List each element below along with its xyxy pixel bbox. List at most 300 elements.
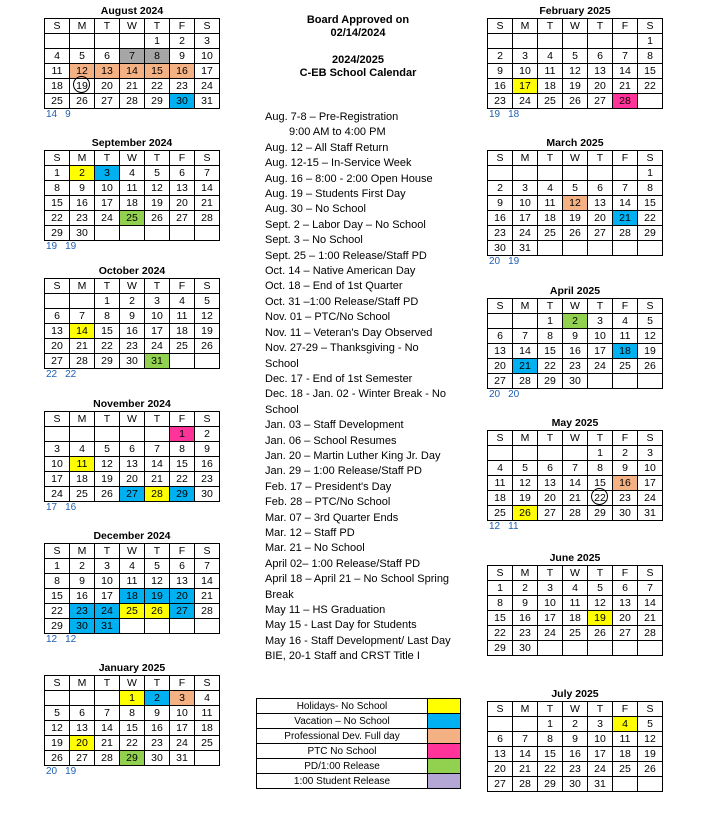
calendar-title: C-EB School Calendar — [299, 67, 417, 79]
day-number: 1 — [547, 717, 553, 730]
day-cell — [45, 442, 70, 457]
day-cell — [170, 604, 195, 619]
events-list — [265, 110, 455, 665]
day-cell — [145, 574, 170, 589]
event-item: Aug. 19 – Students First Day — [265, 188, 406, 201]
month-sep — [44, 136, 220, 253]
month-grid — [44, 150, 220, 241]
weekday-header: F — [613, 431, 638, 446]
month-grid — [487, 150, 663, 256]
day-number: 7 — [154, 442, 160, 455]
day-cell — [613, 166, 638, 181]
day-number: 9 — [129, 309, 135, 322]
day-number: 20 — [101, 79, 113, 92]
day-cell — [563, 314, 588, 329]
day-number: 2 — [79, 559, 85, 572]
day-number: 26 — [151, 604, 163, 617]
day-number: 13 — [594, 196, 606, 209]
day-number: 8 — [54, 181, 60, 194]
day-cell — [95, 324, 120, 339]
day-cell — [145, 721, 170, 736]
day-count: 19 — [65, 766, 77, 777]
day-cell — [613, 344, 638, 359]
day-cell — [170, 619, 195, 634]
day-number: 17 — [644, 476, 656, 489]
day-cell — [613, 762, 638, 777]
day-cell — [538, 196, 563, 211]
day-cell — [638, 226, 663, 241]
day-cell — [563, 446, 588, 461]
day-cell — [95, 619, 120, 634]
day-cell — [95, 706, 120, 721]
day-number: 29 — [126, 751, 138, 764]
day-cell — [513, 166, 538, 181]
legend-label: 1:00 Student Release — [257, 774, 428, 789]
day-cell — [45, 354, 70, 369]
day-number: 22 — [644, 79, 656, 92]
day-cell — [195, 309, 220, 324]
day-number: 24 — [519, 94, 531, 107]
day-number: 13 — [544, 476, 556, 489]
day-number: 17 — [176, 721, 188, 734]
day-number: 14 — [201, 574, 213, 587]
day-number: 13 — [101, 64, 113, 77]
day-number: 16 — [126, 324, 138, 337]
day-number: 17 — [544, 611, 556, 624]
day-cell — [563, 329, 588, 344]
day-number: 2 — [572, 314, 578, 327]
day-cell — [513, 506, 538, 521]
weekday-header: S — [45, 676, 70, 691]
day-number: 31 — [519, 241, 531, 254]
day-cell — [563, 94, 588, 109]
weekday-header: M — [70, 412, 95, 427]
legend-label: PTC No School — [257, 744, 428, 759]
day-cell — [120, 736, 145, 751]
day-cell — [613, 747, 638, 762]
day-number: 6 — [104, 49, 110, 62]
day-number: 27 — [51, 354, 63, 367]
day-cell — [70, 79, 95, 94]
day-number: 1 — [154, 34, 160, 47]
day-counts — [44, 634, 220, 646]
weekday-header: S — [488, 299, 513, 314]
day-number: 4 — [79, 442, 85, 455]
day-cell — [70, 181, 95, 196]
day-number: 13 — [594, 64, 606, 77]
day-cell — [95, 604, 120, 619]
day-cell — [488, 181, 513, 196]
month-grid — [44, 278, 220, 369]
day-cell — [145, 589, 170, 604]
day-number: 11 — [126, 574, 138, 587]
day-number: 13 — [494, 344, 506, 357]
month-grid — [44, 543, 220, 634]
day-cell — [195, 442, 220, 457]
day-cell — [638, 241, 663, 256]
weekday-header: T — [145, 279, 170, 294]
day-cell — [120, 604, 145, 619]
day-number: 31 — [594, 777, 606, 790]
day-number: 7 — [204, 166, 210, 179]
day-number: 20 — [176, 589, 188, 602]
day-cell — [613, 241, 638, 256]
day-number: 31 — [176, 751, 188, 764]
day-cell — [513, 747, 538, 762]
day-cell — [95, 309, 120, 324]
day-number: 28 — [519, 374, 531, 387]
day-cell — [488, 506, 513, 521]
event-item: Dec. 17 - End of 1st Semester — [265, 372, 413, 385]
day-number: 29 — [101, 354, 113, 367]
day-count: 12 — [46, 634, 58, 645]
day-cell — [563, 641, 588, 656]
day-number: 3 — [547, 581, 553, 594]
circled-day-marker — [591, 488, 608, 505]
weekday-header: S — [488, 431, 513, 446]
day-cell — [513, 94, 538, 109]
day-number: 16 — [569, 747, 581, 760]
day-number: 27 — [494, 374, 506, 387]
day-cell — [170, 34, 195, 49]
day-number: 6 — [179, 166, 185, 179]
day-number: 8 — [647, 49, 653, 62]
event-item: Jan. 03 – Staff Development — [265, 419, 404, 432]
day-number: 27 — [494, 777, 506, 790]
day-cell — [195, 49, 220, 64]
day-cell — [638, 596, 663, 611]
day-cell — [170, 589, 195, 604]
day-cell — [513, 762, 538, 777]
event-item: Jan. 20 – Martin Luther King Jr. Day — [265, 449, 441, 462]
day-cell — [95, 751, 120, 766]
day-number: 23 — [494, 94, 506, 107]
day-number: 19 — [644, 747, 656, 760]
day-number: 18 — [619, 747, 631, 760]
day-cell — [170, 427, 195, 442]
day-cell — [120, 559, 145, 574]
day-cell — [538, 49, 563, 64]
month-title: January 2025 — [98, 662, 166, 674]
weekday-header: F — [170, 544, 195, 559]
day-cell — [170, 211, 195, 226]
day-number: 15 — [644, 64, 656, 77]
event-item: Mar. 12 – Staff PD — [265, 526, 355, 539]
day-cell — [538, 611, 563, 626]
day-number: 11 — [544, 64, 556, 77]
day-number: 25 — [544, 226, 556, 239]
day-number: 22 — [594, 491, 606, 504]
day-cell — [120, 166, 145, 181]
day-cell — [638, 641, 663, 656]
day-cell — [70, 309, 95, 324]
day-cell — [95, 49, 120, 64]
month-title: June 2025 — [549, 552, 601, 564]
month-title: November 2024 — [93, 398, 171, 410]
day-cell — [638, 79, 663, 94]
day-number: 21 — [101, 736, 113, 749]
weekday-header: W — [120, 544, 145, 559]
day-cell — [170, 64, 195, 79]
day-number: 2 — [154, 691, 160, 704]
day-cell — [588, 64, 613, 79]
day-cell — [563, 581, 588, 596]
day-number: 19 — [151, 196, 163, 209]
day-number: 20 — [544, 491, 556, 504]
day-cell — [638, 166, 663, 181]
day-cell — [513, 596, 538, 611]
day-cell — [638, 491, 663, 506]
day-cell — [563, 49, 588, 64]
day-cell — [145, 559, 170, 574]
day-cell — [45, 339, 70, 354]
day-cell — [45, 181, 70, 196]
day-cell — [145, 691, 170, 706]
day-cell — [588, 491, 613, 506]
day-cell — [95, 442, 120, 457]
month-grid — [44, 411, 220, 502]
day-number: 16 — [76, 196, 88, 209]
day-number: 15 — [51, 589, 63, 602]
day-number: 12 — [644, 732, 656, 745]
day-cell — [195, 721, 220, 736]
day-cell — [563, 359, 588, 374]
day-number: 5 — [54, 706, 60, 719]
day-number: 7 — [104, 706, 110, 719]
day-cell — [70, 691, 95, 706]
day-cell — [588, 506, 613, 521]
day-number: 9 — [572, 329, 578, 342]
day-cell — [145, 324, 170, 339]
day-cell — [588, 241, 613, 256]
day-cell — [488, 329, 513, 344]
day-cell — [120, 427, 145, 442]
day-cell — [538, 359, 563, 374]
day-cell — [513, 717, 538, 732]
day-number: 13 — [176, 181, 188, 194]
day-number: 10 — [594, 732, 606, 745]
day-number: 12 — [76, 64, 88, 77]
month-grid — [487, 430, 663, 521]
month-grid — [44, 675, 220, 766]
day-cell — [563, 196, 588, 211]
day-cell — [513, 777, 538, 792]
day-number: 8 — [647, 181, 653, 194]
day-number: 21 — [519, 762, 531, 775]
weekday-header: F — [613, 19, 638, 34]
day-cell — [588, 581, 613, 596]
weekday-header: M — [70, 151, 95, 166]
day-cell — [170, 751, 195, 766]
day-cell — [538, 329, 563, 344]
day-count: 18 — [508, 109, 520, 120]
day-cell — [70, 354, 95, 369]
weekday-header: T — [145, 676, 170, 691]
day-number: 30 — [494, 241, 506, 254]
day-number: 16 — [494, 79, 506, 92]
day-number: 18 — [569, 611, 581, 624]
day-cell — [638, 506, 663, 521]
day-number: 20 — [51, 339, 63, 352]
day-cell — [195, 751, 220, 766]
event-item: Nov. 27-29 – Thanksgiving - No School — [265, 342, 419, 370]
day-number: 13 — [619, 596, 631, 609]
day-number: 20 — [594, 79, 606, 92]
day-cell — [70, 487, 95, 502]
day-number: 7 — [572, 461, 578, 474]
day-number: 19 — [51, 736, 63, 749]
day-cell — [488, 314, 513, 329]
day-cell — [538, 241, 563, 256]
month-grid — [44, 18, 220, 109]
day-number: 22 — [544, 359, 556, 372]
day-number: 20 — [494, 359, 506, 372]
day-number: 5 — [79, 49, 85, 62]
day-number: 19 — [101, 472, 113, 485]
day-number: 15 — [644, 196, 656, 209]
day-number: 21 — [76, 339, 88, 352]
event-item: Aug. 30 – No School — [265, 203, 366, 216]
day-number: 26 — [519, 506, 531, 519]
day-number: 27 — [594, 94, 606, 107]
day-cell — [95, 487, 120, 502]
day-cell — [145, 706, 170, 721]
day-number: 15 — [126, 721, 138, 734]
weekday-header: F — [170, 412, 195, 427]
day-cell — [70, 294, 95, 309]
day-cell — [120, 706, 145, 721]
day-cell — [613, 374, 638, 389]
month-apr — [487, 284, 663, 401]
day-number: 26 — [644, 762, 656, 775]
school-year: 2024/2025 — [332, 54, 384, 66]
day-cell — [45, 324, 70, 339]
weekday-header: M — [70, 676, 95, 691]
day-cell — [195, 294, 220, 309]
day-cell — [170, 487, 195, 502]
day-cell — [538, 461, 563, 476]
day-cell — [538, 166, 563, 181]
day-cell — [588, 596, 613, 611]
day-count: 12 — [65, 634, 77, 645]
day-number: 10 — [594, 329, 606, 342]
day-cell — [45, 457, 70, 472]
day-cell — [45, 309, 70, 324]
day-cell — [538, 226, 563, 241]
day-cell — [488, 461, 513, 476]
event-item: Aug. 7-8 – Pre-Registration — [265, 111, 399, 123]
weekday-header: S — [45, 412, 70, 427]
day-cell — [638, 196, 663, 211]
day-number: 23 — [201, 472, 213, 485]
day-cell — [513, 359, 538, 374]
day-cell — [95, 64, 120, 79]
day-cell — [145, 751, 170, 766]
weekday-header: W — [563, 151, 588, 166]
day-number: 3 — [522, 49, 528, 62]
day-number: 12 — [201, 309, 213, 322]
day-cell — [488, 777, 513, 792]
day-cell — [538, 446, 563, 461]
weekday-header: T — [538, 702, 563, 717]
day-number: 12 — [151, 574, 163, 587]
day-number: 4 — [547, 49, 553, 62]
day-cell — [170, 574, 195, 589]
day-number: 12 — [594, 596, 606, 609]
day-number: 6 — [179, 559, 185, 572]
day-cell — [638, 581, 663, 596]
day-number: 9 — [497, 64, 503, 77]
day-number: 11 — [176, 309, 188, 322]
circled-day-marker — [73, 76, 90, 93]
day-cell — [613, 211, 638, 226]
day-cell — [538, 641, 563, 656]
day-number: 4 — [54, 49, 60, 62]
day-number: 7 — [129, 49, 135, 62]
month-nov — [44, 397, 220, 514]
day-number: 26 — [201, 339, 213, 352]
legend-swatch — [428, 774, 461, 789]
day-number: 16 — [76, 589, 88, 602]
day-cell — [195, 574, 220, 589]
event-item: Jan. 06 – School Resumes — [265, 434, 397, 447]
day-cell — [538, 596, 563, 611]
day-number: 27 — [76, 751, 88, 764]
day-number: 28 — [619, 226, 631, 239]
day-number: 2 — [179, 34, 185, 47]
day-number: 10 — [51, 457, 63, 470]
day-cell — [588, 762, 613, 777]
day-cell — [145, 604, 170, 619]
day-cell — [488, 359, 513, 374]
day-cell — [45, 574, 70, 589]
day-cell — [513, 329, 538, 344]
day-cell — [588, 374, 613, 389]
day-cell — [95, 211, 120, 226]
day-count: 14 — [46, 109, 58, 120]
day-cell — [120, 196, 145, 211]
day-cell — [488, 611, 513, 626]
weekday-header: S — [195, 676, 220, 691]
month-title: October 2024 — [98, 265, 166, 277]
day-count: 20 — [46, 766, 58, 777]
day-number: 28 — [569, 506, 581, 519]
day-number: 3 — [104, 559, 110, 572]
day-cell — [513, 461, 538, 476]
weekday-header: T — [588, 431, 613, 446]
day-number: 10 — [201, 49, 213, 62]
weekday-header: M — [513, 566, 538, 581]
event-item: Sept. 2 – Labor Day – No School — [265, 218, 426, 231]
day-cell — [488, 79, 513, 94]
event-item: Nov. 01 – PTC/No School — [265, 311, 391, 324]
day-cell — [45, 94, 70, 109]
day-cell — [538, 34, 563, 49]
month-may — [487, 416, 663, 533]
day-cell — [95, 226, 120, 241]
day-cell — [145, 457, 170, 472]
day-cell — [195, 472, 220, 487]
day-cell — [195, 339, 220, 354]
day-cell — [513, 476, 538, 491]
day-cell — [170, 294, 195, 309]
day-cell — [588, 461, 613, 476]
day-number: 10 — [176, 706, 188, 719]
day-cell — [563, 596, 588, 611]
day-number: 31 — [644, 506, 656, 519]
day-number: 20 — [76, 736, 88, 749]
day-cell — [638, 344, 663, 359]
